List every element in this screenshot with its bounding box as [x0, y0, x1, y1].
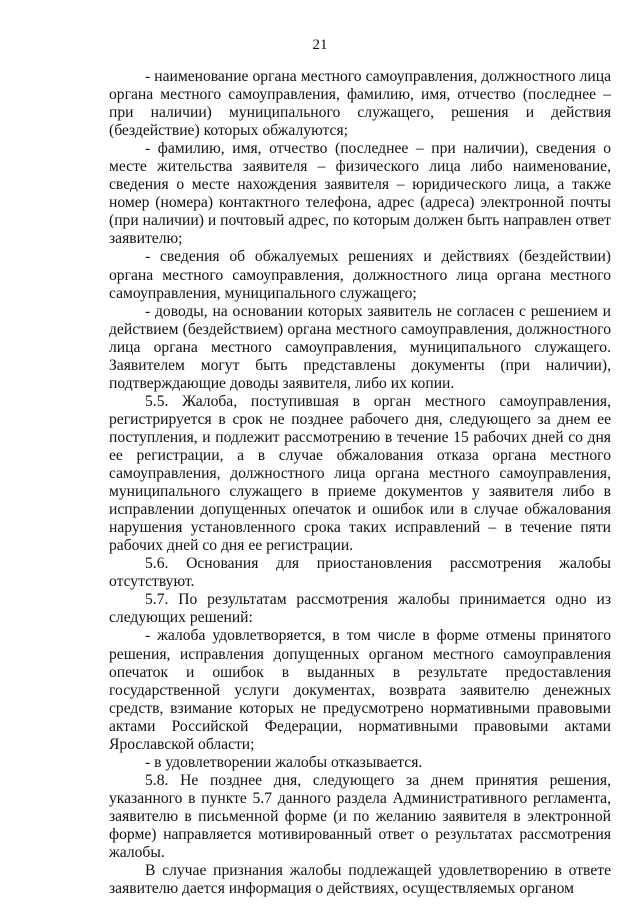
page-number: 21	[312, 37, 328, 53]
paragraph-arguments: - доводы, на основании которых заявитель не согласен с решением и действием (бездействием) органа местного самоуправления, должностного лица органа местного самоуправления, муниципального служащего. Заявителем могут быть представлены документы (при наличии), подтверждающие доводы заявителя, либо их копии.	[109, 302, 611, 392]
paragraph-complaint-rejected: - в удовлетворении жалобы отказывается.	[145, 753, 423, 771]
document-body	[109, 68, 611, 898]
paragraph-5-7: 5.7. По результатам рассмотрения жалобы принимается одно из следующих решений:	[109, 591, 611, 627]
paragraph-if-satisfied: В случае признания жалобы подлежащей удовлетворению в ответе заявителю дается информация о действиях, осуществляемых органом	[109, 862, 611, 898]
paragraph-appealed-decisions: - сведения об обжалуемых решениях и действиях (бездействии) органа местного самоуправления, должностного лица органа местного самоуправления, муниципального служащего;	[109, 248, 611, 302]
paragraph-5-5: 5.5. Жалоба, поступившая в орган местного самоуправления, регистрируется в срок не позднее рабочего дня, следующего за днем ее поступления, и подлежит рассмотрению в течение 15 рабочих дней со дня ее регистрации, а в случае обжалования отказа органа местного самоуправления, должностного лица органа местного самоуправления, муниципального служащего в приеме документов у заявителя либо в исправлении допущенных опечаток и ошибок или в случае обжалования нарушения установленного срока таких исправлений – в течение пяти рабочих дней со дня ее регистрации.	[109, 392, 611, 555]
paragraph-5-6: 5.6. Основания для приостановления рассмотрения жалобы отсутствуют.	[109, 555, 611, 591]
paragraph-appeal-body-name: - наименование органа местного самоуправления, должностного лица органа местного самоуправления, фамилию, имя, отчество (последнее – при наличии) муниципального служащего, решения и действия (бездействие) которых обжалуются;	[109, 68, 611, 140]
paragraph-5-8: 5.8. Не позднее дня, следующего за днем принятия решения, указанного в пункте 5.7 данного раздела Административного регламента, заявителю в письменной форме (и по желанию заявителя в электронной форме) направляется мотивированный ответ о результатах рассмотрения жалобы.	[109, 771, 611, 862]
paragraph-applicant-details: - фамилию, имя, отчество (последнее – при наличии), сведения о месте жительства заявителя – физического лица либо наименование, сведения о месте нахождения заявителя – юридического лица, а также номер (номера) контактного телефона, адрес (адреса) электронной почты (при наличии) и почтовый адрес, по которым должен быть направлен ответ заявителю;	[109, 140, 611, 248]
paragraph-complaint-satisfied: - жалоба удовлетворяется, в том числе в форме отмены принятого решения, исправления допущенных органом местного самоуправления опечаток и ошибок в выданных в результате предоставления государственной услуги документах, возврата заявителю денежных средств, взимание которых не предусмотрено нормативными правовыми актами Российской Федерации, нормативными правовыми актами Ярославской области;	[109, 627, 611, 753]
